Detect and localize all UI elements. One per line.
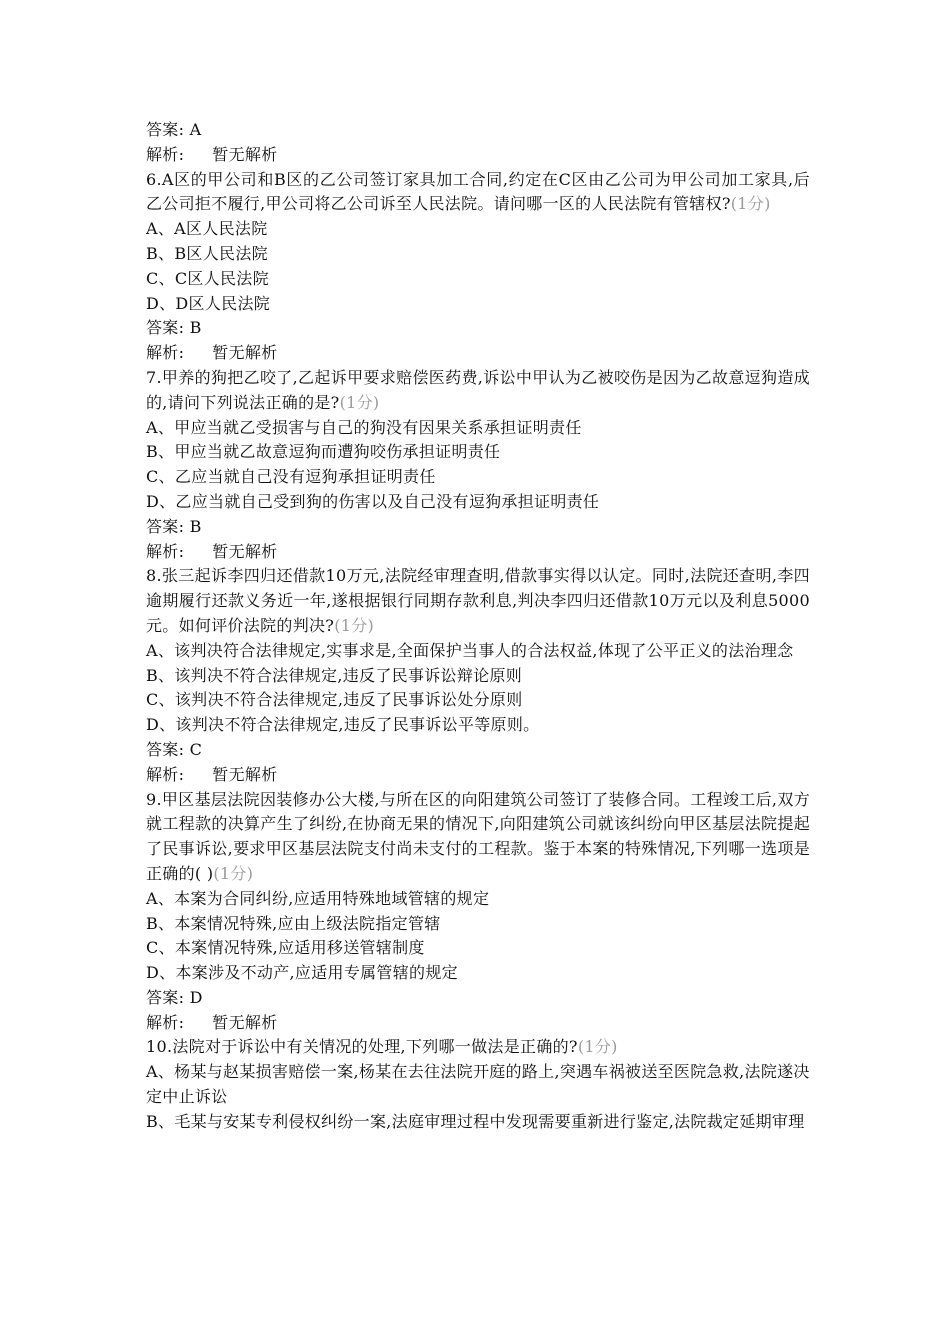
question-score: (1分) [334, 615, 375, 635]
question-score: (1分) [730, 194, 771, 214]
question-score: (1分) [339, 392, 380, 412]
analysis-label: 解析: [146, 144, 185, 164]
analysis-label: 解析: [146, 764, 185, 784]
answer-line: 答案: D [146, 987, 203, 1007]
option-d: D、该判决不符合法律规定,违反了民事诉讼平等原则。 [146, 715, 540, 735]
option-b: B、本案情况特殊,应由上级法院指定管辖 [146, 913, 441, 933]
question-score: (1分) [577, 1037, 618, 1057]
option-c: C、该判决不符合法律规定,违反了民事诉讼处分原则 [146, 690, 523, 710]
analysis-text: 暂无解析 [212, 343, 278, 363]
option-d: D、D区人民法院 [146, 293, 271, 313]
option-c: C、乙应当就自己没有逗狗承担证明责任 [146, 467, 436, 487]
option-a: A、本案为合同纠纷,应适用特殊地域管辖的规定 [146, 888, 490, 908]
document-page [146, 118, 810, 1135]
analysis-text: 暂无解析 [212, 1012, 278, 1032]
analysis-line [146, 341, 810, 366]
question-stem [146, 1035, 810, 1060]
option-c: C、C区人民法院 [146, 268, 269, 288]
option-a: A、该判决符合法律规定,实事求是,全面保护当事人的合法权益,体现了公平正义的法治理念 [146, 640, 794, 660]
option-b: B、B区人民法院 [146, 243, 268, 263]
option-a: A、甲应当就乙受损害与自己的狗没有因果关系承担证明责任 [146, 417, 582, 437]
answer-line: 答案: A [146, 120, 202, 139]
question-stem [146, 168, 810, 218]
analysis-text: 暂无解析 [212, 541, 278, 561]
analysis-text: 暂无解析 [212, 764, 278, 784]
option-b: B、毛某与安某专利侵权纠纷一案,法庭审理过程中发现需要重新进行鉴定,法院裁定延期审理 [146, 1111, 805, 1131]
option-a: A、A区人民法院 [146, 219, 268, 239]
question-stem [146, 564, 810, 638]
option-d: D、本案涉及不动产,应适用专属管辖的规定 [146, 963, 458, 983]
question-stem [146, 788, 810, 887]
analysis-line [146, 143, 810, 168]
analysis-label: 解析: [146, 343, 185, 363]
analysis-line [146, 763, 810, 788]
answer-line: 答案: C [146, 739, 203, 759]
question-text: 8.张三起诉李四归还借款10万元,法院经审理查明,借款事实得以认定。同时,法院还查明,李四逾期履行还款义务近一年,遂根据银行同期存款利息,判决李四归还借款10万元以及利息5000元。如何评价法院的判决? [146, 566, 810, 635]
question-text: 6.A区的甲公司和B区的乙公司签订家具加工合同,约定在C区由乙公司为甲公司加工家具,后乙公司拒不履行,甲公司将乙公司诉至人民法院。请问哪一区的人民法院有管辖权? [146, 169, 810, 214]
analysis-label: 解析: [146, 541, 185, 561]
option-d: D、乙应当就自己受到狗的伤害以及自己没有逗狗承担证明责任 [146, 491, 600, 511]
question-text: 9.甲区基层法院因装修办公大楼,与所在区的向阳建筑公司签订了装修合同。工程竣工后,双方就工程款的决算产生了纠纷,在协商无果的情况下,向阳建筑公司就该纠纷向甲区基层法院提起了民事诉讼,要求甲区基层法院支付尚未支付的工程款。鉴于本案的特殊情况,下列哪一选项是正确的( ) [146, 789, 810, 883]
option-a: A、杨某与赵某损害赔偿一案,杨某在去往法院开庭的路上,突遇车祸被送至医院急救,法院遂决定中止诉讼 [146, 1062, 810, 1107]
question-text: 10.法院对于诉讼中有关情况的处理,下列哪一做法是正确的? [146, 1037, 578, 1057]
option-b: B、该判决不符合法律规定,违反了民事诉讼辩论原则 [146, 665, 523, 685]
analysis-label: 解析: [146, 1012, 185, 1032]
question-score: (1分) [213, 863, 254, 883]
question-text: 7.甲养的狗把乙咬了,乙起诉甲要求赔偿医药费,诉讼中甲认为乙被咬伤是因为乙故意逗狗造成的,请问下列说法正确的是? [146, 367, 810, 412]
option-c: C、本案情况特殊,应适用移送管辖制度 [146, 938, 425, 958]
analysis-line [146, 1011, 810, 1036]
option-b: B、甲应当就乙故意逗狗而遭狗咬伤承担证明责任 [146, 442, 501, 462]
answer-line: 答案: B [146, 516, 202, 536]
analysis-line [146, 540, 810, 565]
question-stem [146, 366, 810, 416]
answer-line: 答案: B [146, 318, 202, 338]
analysis-text: 暂无解析 [212, 144, 278, 164]
